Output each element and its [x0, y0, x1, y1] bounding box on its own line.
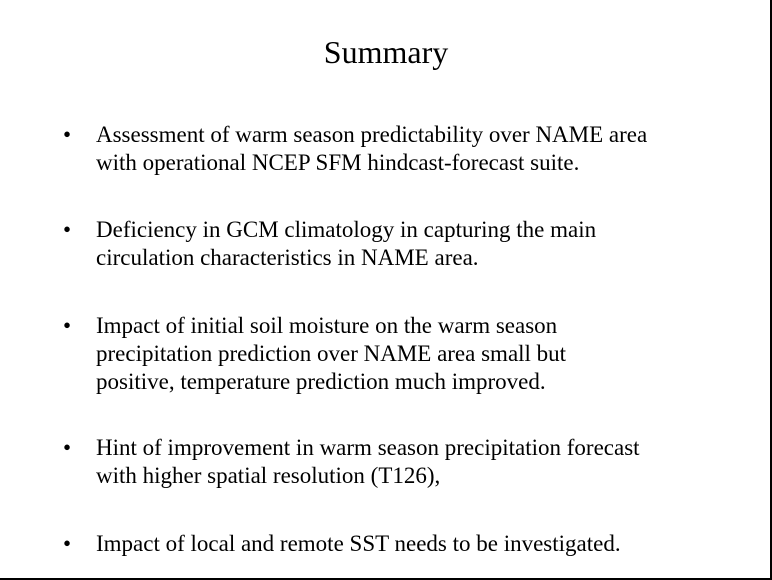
slide-title: Summary — [323, 34, 449, 70]
bullet-text: Hint of improvement in warm season precipitation forecast with higher spatial resolution (T126), — [96, 435, 640, 488]
bullet-icon: • — [63, 217, 72, 242]
bullet-text: Assessment of warm season predictability over NAME area with operational NCEP SFM hindcast-forecast suite. — [96, 122, 648, 175]
bullet-icon: • — [63, 122, 72, 147]
bullet-icon: • — [63, 531, 72, 556]
bullet-text: Impact of local and remote SST needs to be investigated. — [96, 531, 621, 556]
bullet-icon: • — [63, 313, 72, 338]
bullet-text: Deficiency in GCM climatology in capturing the main circulation characteristics in NAME area. — [96, 217, 597, 270]
bullet-icon: • — [63, 435, 72, 460]
bullet-text: Impact of initial soil moisture on the warm season precipitation prediction over NAME area small but positive, temperature prediction much improved. — [96, 313, 567, 394]
